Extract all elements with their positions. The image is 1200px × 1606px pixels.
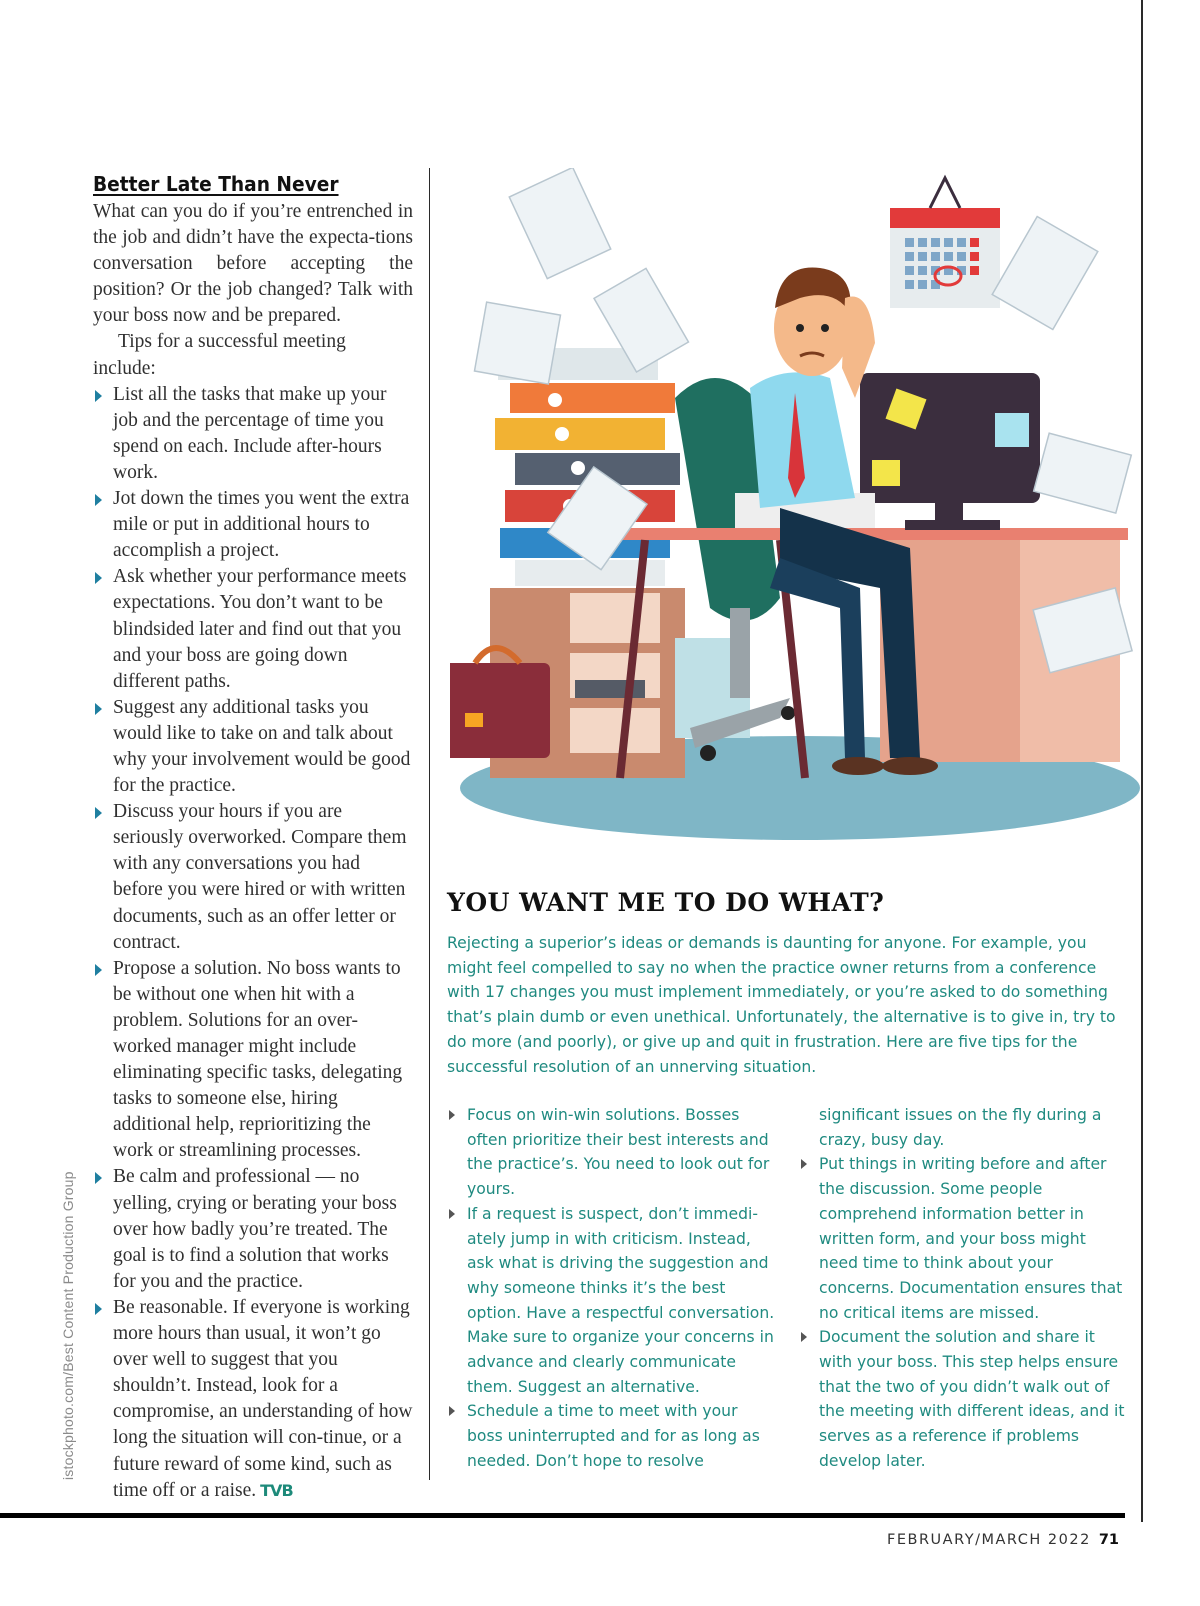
flying-paper — [992, 217, 1098, 330]
end-mark-logo: TVB — [260, 1480, 293, 1500]
section-intro: Rejecting a superior’s ideas or demands is daunting for anyone. For example, you might feel compelled to say no when the practice owner returns from a conference with 17 changes you must implement immediately, or you’re asked to do something that’s plain dumb or even unethical. Unfortunately, the alternative is to give in, try to do more (and poorly), or give up and quit in frustration. Here are five tips for the successful resolution of an unnerving situation. — [447, 934, 1116, 1076]
list-item: Suggest any additional tasks you would like to take on and talk about why your involvement would be good for the practice. — [93, 695, 413, 799]
triangle-bullet-icon — [801, 1332, 807, 1342]
worker-shirt — [750, 372, 855, 508]
sticky-note — [872, 460, 900, 486]
triangle-bullet-icon — [95, 1303, 102, 1315]
photo-credit: istockphoto.com/Best Content Production Group — [60, 1171, 76, 1480]
list-item: Ask whether your performance meets expectations. You don’t want to be blindsided later and find out that you and your boss are going down different paths. — [93, 564, 413, 694]
list-item: Discuss your hours if you are seriously overworked. Compare them with any conversations you had before you were hired or with written documents, such as an offer letter or contract. — [93, 799, 413, 956]
list-item: List all the tasks that make up your job and the percentage of time you spend on each. Include after-hours work. — [93, 382, 413, 486]
list-item: Focus on win-win solutions. Bosses often prioritize their best interests and the practice’s. You need to look out for yours. — [447, 1103, 777, 1202]
triangle-bullet-icon — [95, 703, 102, 715]
page-number: 71 — [1098, 1532, 1119, 1548]
triangle-bullet-icon — [449, 1406, 455, 1416]
triangle-bullet-icon — [95, 964, 102, 976]
flying-paper — [509, 168, 610, 279]
triangle-bullet-icon — [449, 1209, 455, 1219]
list-item: Be reasonable. If everyone is working more hours than usual, it won’t go over well to suggest that you shouldn’t. Instead, look for a compromise, an understanding of how long the situation will con-tinue, or a future reward of some kind, such as time off or a raise. TVB — [93, 1295, 413, 1504]
flying-paper — [474, 302, 560, 384]
sticky-note — [995, 413, 1029, 447]
page-footer — [887, 1532, 1119, 1548]
tips-lead: Tips for a successful meeting include: — [93, 331, 346, 379]
column-divider — [429, 168, 430, 1480]
tips-column-1 — [447, 1103, 777, 1474]
footer-rule — [0, 1513, 1125, 1518]
tips-list — [93, 382, 413, 1504]
triangle-bullet-icon — [449, 1110, 455, 1120]
list-item: If a request is suspect, don’t immedi-ately jump in with criticism. Instead, ask what is driving the suggestion and why someone thinks it’s the best option. Have a respectful conversation. Make sure to organize your concerns in advance and clearly communicate them. Suggest an alternative. — [447, 1202, 777, 1400]
briefcase — [450, 663, 550, 758]
list-item: Document the solution and share it with your boss. This step helps ensure that the two of you didn’t walk out of the meeting with different ideas, and it serves as a reference if problems develop later. — [799, 1325, 1129, 1473]
triangle-bullet-icon — [95, 807, 102, 819]
list-item: Put things in writing before and after the discussion. Some people comprehend information better in written form, and your boss might need time to think about your concerns. Documentation ensures that no critical items are missed. — [799, 1152, 1129, 1325]
triangle-bullet-icon — [95, 1172, 102, 1184]
flying-paper — [1034, 433, 1132, 513]
triangle-bullet-icon — [95, 572, 102, 584]
list-item: Propose a solution. No boss wants to be without one when hit with a problem. Solutions for an over-worked manager might include eliminating specific tasks, delegating tasks to someone else, hiring additional help, reprioritizing the work or streamlining processes. — [93, 956, 413, 1165]
sidebar-heading: Better Late Than Never — [93, 172, 339, 196]
triangle-bullet-icon — [801, 1159, 807, 1169]
stressed-office-worker-illustration — [450, 168, 1170, 848]
list-item: Be calm and professional — no yelling, crying or berating your boss over how badly you’re treated. The goal is to find a solution that works for you and the practice. — [93, 1164, 413, 1294]
list-item-continued: significant issues on the fly during a crazy, busy day. — [819, 1106, 1102, 1149]
left-column — [93, 170, 413, 1504]
list-item: Schedule a time to meet with your boss uninterrupted and for as long as needed. Don’t hope to resolve — [447, 1399, 777, 1473]
triangle-bullet-icon — [95, 494, 102, 506]
issue-date: FEBRUARY/MARCH 2022 — [887, 1532, 1091, 1548]
section-heading: YOU WANT ME TO DO WHAT? — [447, 888, 885, 917]
sidebar-intro: What can you do if you’re entrenched in the job and didn’t have the expecta-tions conversation before accepting the position? Or the job changed? Talk with your boss now and be prepared. — [93, 201, 413, 327]
binder — [495, 418, 665, 450]
binder — [510, 383, 675, 413]
tips-column-2 — [799, 1103, 1129, 1474]
triangle-bullet-icon — [95, 390, 102, 402]
list-item: Jot down the times you went the extra mile or put in additional hours to accomplish a project. — [93, 486, 413, 564]
